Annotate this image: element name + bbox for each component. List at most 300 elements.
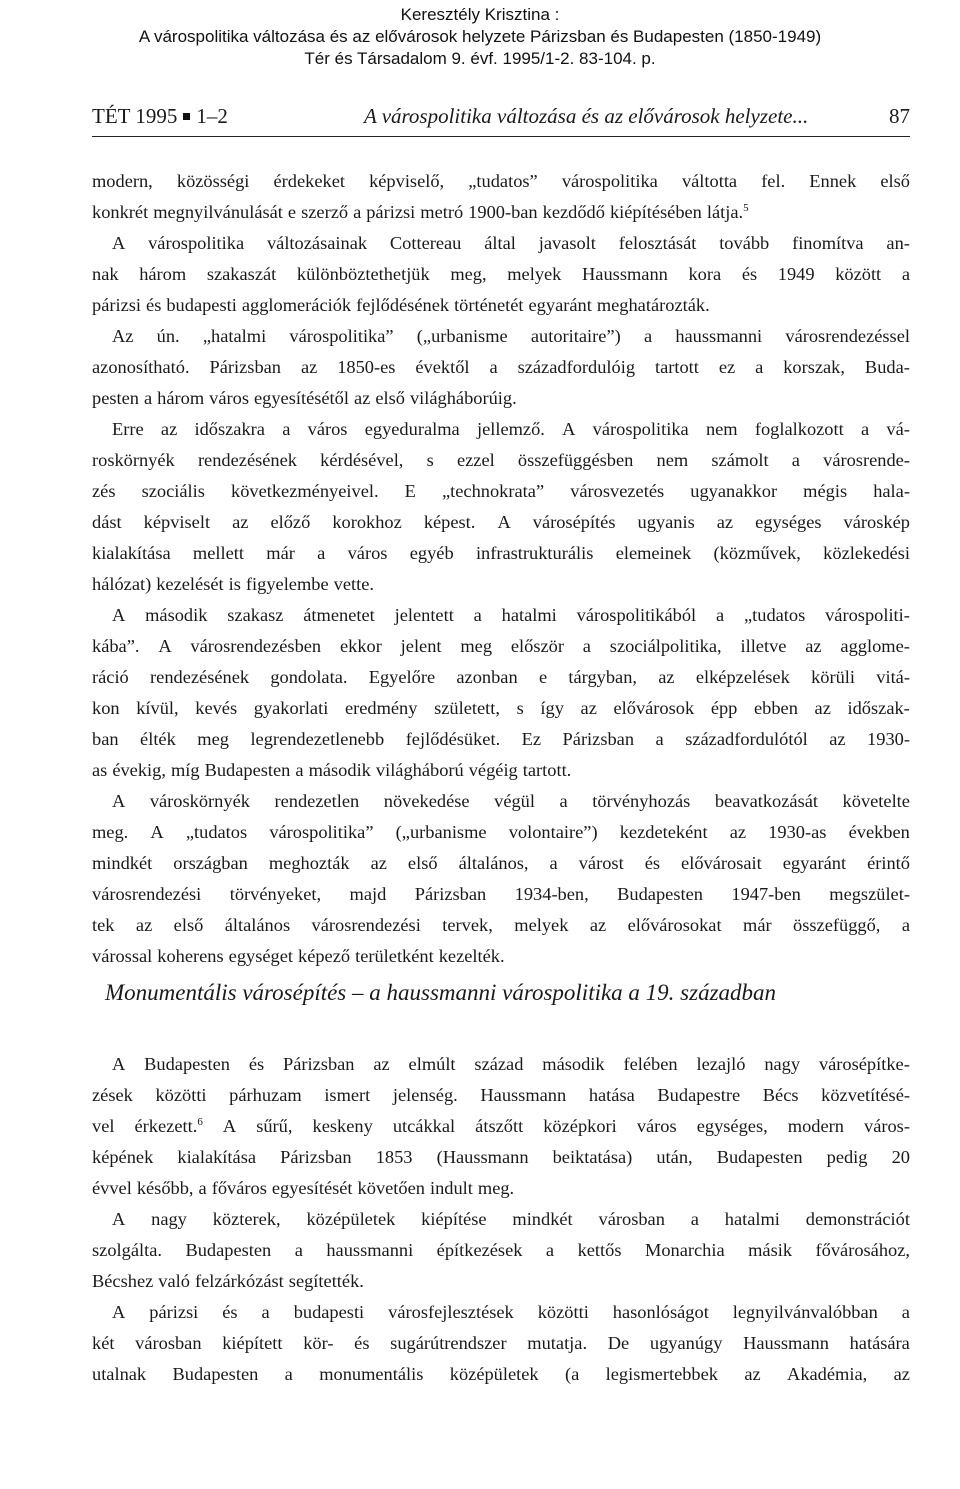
word: már [266, 543, 295, 563]
journal-label: TÉT 1995 [92, 104, 178, 128]
word: A [112, 1209, 126, 1229]
word: ekkor [339, 636, 382, 656]
word: városrendezési [92, 884, 202, 904]
word: azonosítható. [92, 357, 190, 377]
text-line [92, 290, 910, 321]
word: rendezésének [150, 667, 250, 687]
word: általános [224, 915, 291, 935]
word: gyakorlati [253, 698, 329, 718]
word: az [353, 388, 371, 408]
word: az [814, 698, 831, 718]
word: és [644, 853, 661, 873]
word: A [562, 419, 576, 439]
page-number: 87 [889, 104, 910, 128]
word: egyéb [409, 543, 454, 563]
word: kevés [195, 698, 238, 718]
word: az [373, 1054, 390, 1074]
word: városrendezési [311, 915, 421, 935]
word: évektől [415, 357, 470, 377]
word: az [370, 853, 387, 873]
word: ebben [754, 698, 798, 718]
word: követelte [842, 791, 910, 811]
word: korokhoz [332, 512, 402, 532]
word: a [294, 1240, 303, 1260]
word: sűrű, [256, 1116, 293, 1136]
word: hatalmi [724, 1209, 780, 1229]
word: mégis [803, 481, 848, 501]
word: képviselő, [369, 171, 445, 191]
word: kora [688, 264, 722, 284]
word: átmenetet [303, 605, 375, 625]
text-line [92, 1266, 910, 1297]
word: lezajló [696, 1054, 746, 1074]
word: a [715, 605, 725, 625]
word: segítették. [288, 1271, 364, 1291]
text-line [92, 445, 910, 476]
word: míg [170, 760, 200, 780]
citation-title: A várospolitika változása és az elővárosok helyzete Párizsban és Budapesten (1850-1949) [138, 27, 822, 46]
word: fővárosához, [815, 1240, 910, 1260]
word: ismert [324, 1085, 371, 1105]
word: e [287, 202, 297, 222]
word: Buda- [864, 357, 910, 377]
word: megnyilvánulását [153, 202, 283, 222]
word: kívül, [136, 698, 179, 718]
citation-source: Tér és Társadalom 9. évf. 1995/1-2. 83-104. p. [304, 49, 656, 68]
word: az [160, 419, 178, 439]
word: összefüggésben [517, 450, 634, 470]
text-line [92, 1111, 910, 1142]
word: az [658, 667, 675, 687]
citation-author: Keresztély Krisztina : [400, 5, 560, 24]
word: kezdeteként [619, 822, 708, 842]
word: a [353, 202, 362, 222]
word: képest. [423, 512, 476, 532]
word: második [308, 760, 371, 780]
word: sugárútrendszer [390, 1333, 507, 1353]
word: középületek [449, 1364, 539, 1384]
word: Cottereau [389, 233, 462, 253]
text-line [92, 724, 910, 755]
word: gondolata. [270, 667, 348, 687]
word: századfordulóig [517, 357, 636, 377]
word: Egyelőre [368, 667, 436, 687]
word: előző [270, 512, 311, 532]
word: hálózat) [92, 574, 152, 594]
word: párizsi [92, 295, 142, 315]
word: majd [349, 884, 387, 904]
word: ugyanakkor [690, 481, 778, 501]
text-line [92, 414, 910, 445]
word: városépítés [532, 512, 616, 532]
word: is [228, 574, 241, 594]
word: A [158, 636, 172, 656]
word: fejlődésének [356, 295, 450, 315]
word: század [474, 1054, 524, 1074]
word: a [295, 760, 304, 780]
word: jelenség. [392, 1085, 458, 1105]
word: A [150, 822, 164, 842]
word: első [407, 853, 438, 873]
text-line [92, 1235, 910, 1266]
word: Haussmann [582, 264, 668, 284]
word: kon [92, 698, 120, 718]
word: az [805, 636, 822, 656]
word: a [559, 791, 568, 811]
word: kiépítésében [609, 202, 702, 222]
word: nagy [151, 1209, 187, 1229]
text-line [92, 879, 910, 910]
word: zések [92, 1085, 133, 1105]
word: az [744, 1364, 761, 1384]
word: a [901, 915, 910, 935]
word: utalnak [92, 1364, 147, 1384]
word: s [516, 698, 524, 718]
word: növekedése [383, 791, 470, 811]
word: a [473, 605, 482, 625]
word: modern, [92, 171, 153, 191]
word: figyelembe [245, 574, 329, 594]
word: egyeduralma [364, 419, 460, 439]
word: szolgálta. [92, 1240, 162, 1260]
word: meg. [477, 1178, 515, 1198]
word: kialakítása [177, 1147, 257, 1167]
word: élték [140, 729, 176, 749]
word: Budapesten [172, 1364, 259, 1384]
word: hala- [873, 481, 910, 501]
word: („urbanisme [395, 822, 487, 842]
word: beavatkozását [714, 791, 818, 811]
word: világháborúig. [409, 388, 517, 408]
word: 1850-es [337, 357, 396, 377]
word: közterek, [212, 1209, 281, 1229]
word: által [484, 233, 516, 253]
word: A [112, 791, 126, 811]
word: törvényeket, [229, 884, 322, 904]
word: Párizsban [209, 357, 281, 377]
word: történetét [454, 295, 524, 315]
word: agglome- [840, 636, 910, 656]
text-line [92, 321, 910, 352]
word: az [232, 512, 249, 532]
word: agglomerációk [241, 295, 352, 315]
word: rendezésének [197, 450, 297, 470]
word: (közművek, [713, 543, 801, 563]
word: másik [748, 1240, 793, 1260]
word: városban [135, 1333, 202, 1353]
word: törvényhozás [592, 791, 691, 811]
word: így [540, 698, 564, 718]
word: s [426, 450, 434, 470]
word: azonban [456, 667, 518, 687]
word: roskörnyék [92, 450, 175, 470]
word: három [157, 388, 205, 408]
word: elővárosait [681, 853, 762, 873]
text-line [92, 1204, 910, 1235]
word: javasolt [538, 233, 596, 253]
word: Monarchia [644, 1240, 725, 1260]
word: haussmanni [326, 1240, 414, 1260]
word: körüli [811, 667, 855, 687]
running-head [92, 104, 910, 137]
word: 1947-ben [731, 884, 801, 904]
word: és [248, 1054, 265, 1074]
word: és [354, 1333, 370, 1353]
word: a [282, 419, 291, 439]
word: az [893, 1364, 910, 1384]
word: az [300, 357, 318, 377]
word: hasonlóságot [612, 1302, 709, 1322]
word: kör- [303, 1333, 334, 1353]
word: a [549, 853, 558, 873]
word: indult [429, 1178, 473, 1198]
word: érdekeket [273, 171, 345, 191]
word: általános, [458, 853, 529, 873]
issue-label: 1–2 [196, 104, 228, 128]
word: zés [92, 481, 116, 501]
word: második [145, 605, 208, 625]
word: az [716, 512, 734, 532]
word: város [307, 419, 348, 439]
text-line [92, 755, 910, 786]
word: párizsi [366, 202, 416, 222]
footnote-marker: 5 [743, 201, 749, 214]
word: 1949 [777, 264, 815, 284]
word: tartott. [522, 760, 572, 780]
word: legnyilvánvalóbban [732, 1302, 878, 1322]
word: való [158, 1271, 190, 1291]
body-text-section-1 [92, 166, 910, 972]
word: különböztethetjük [296, 264, 430, 284]
word: volontaire”) [508, 822, 598, 842]
word: egyesítésétől [253, 388, 349, 408]
word: született, [434, 698, 500, 718]
word: 1853 [375, 1147, 413, 1167]
word: első [375, 388, 405, 408]
text-line [92, 817, 910, 848]
word: melyek [507, 264, 562, 284]
word: után, [656, 1147, 693, 1167]
word: képének [92, 1147, 154, 1167]
word: Párizsban [280, 1147, 352, 1167]
word: 1930-as [768, 822, 827, 842]
footnote-marker: 6 [197, 1115, 203, 1128]
word: pedig [826, 1147, 868, 1167]
word: először [510, 636, 564, 656]
word: A [112, 233, 126, 253]
word: időszakra [194, 419, 265, 439]
word: városfejlesztések [388, 1302, 514, 1322]
word: elővárosokat [627, 915, 722, 935]
word: végéig [468, 760, 518, 780]
word: középületek [306, 1209, 396, 1229]
word: dást [92, 512, 122, 532]
word: budapesti [293, 1302, 365, 1322]
word: mindkét [92, 853, 153, 873]
word: a [901, 264, 910, 284]
text-line [92, 1142, 910, 1173]
text-line [92, 166, 910, 197]
word: az [580, 698, 597, 718]
word: kiépítése [421, 1209, 487, 1229]
word: a [655, 729, 664, 749]
word: képviselt [143, 512, 211, 532]
word: és [741, 264, 758, 284]
word: változásainak [266, 233, 368, 253]
word: felzárkózást [194, 1271, 284, 1291]
bullet-icon [183, 113, 190, 120]
word: városkép [843, 512, 910, 532]
word: elképzelések [695, 667, 790, 687]
word: Haussmann [743, 1333, 829, 1353]
word: felosztását [618, 233, 697, 253]
word: kettős [577, 1240, 622, 1260]
word: az [589, 915, 607, 935]
word: pesten [92, 388, 139, 408]
word: legrendezetlenebb [250, 729, 385, 749]
word: rendezetlen [274, 791, 360, 811]
word: kába”. [92, 636, 140, 656]
word: látja.$^5$ [706, 201, 749, 222]
word: „tudatos [743, 605, 806, 625]
word: várossal [92, 946, 153, 966]
word: a [791, 450, 800, 470]
text-line [92, 476, 910, 507]
word: eredmény [344, 698, 418, 718]
word: városban [598, 1209, 665, 1229]
word: és [146, 295, 162, 315]
text-line [92, 538, 910, 569]
word: Ennek [809, 171, 857, 191]
word: kezdődő [542, 202, 605, 222]
word: (Haussmann [436, 1147, 529, 1167]
citation-header [0, 4, 960, 70]
word: legismertebbek [605, 1364, 718, 1384]
section-heading: Monumentális városépítés – a haussmanni várospolitika a 19. században [105, 980, 777, 1005]
text-line [92, 848, 910, 879]
text-line [92, 1173, 910, 1204]
word: mellett [192, 543, 244, 563]
word: finomítva [792, 233, 864, 253]
word: várospolitika [592, 419, 689, 439]
text-line [92, 259, 910, 290]
word: területként [355, 946, 434, 966]
text-line [92, 693, 910, 724]
word: haussmanni [675, 326, 763, 346]
word: vel [92, 1116, 115, 1136]
word: érintő [867, 853, 910, 873]
word: jelentett [394, 605, 454, 625]
word: e [538, 667, 548, 687]
word: Budapesten [204, 760, 291, 780]
word: meghozták [268, 853, 350, 873]
word: autoritaire”) [530, 326, 621, 346]
text-line [92, 1049, 910, 1080]
word: konkrét [92, 202, 149, 222]
text-line [92, 600, 910, 631]
text-line [92, 1359, 910, 1390]
word: városrendezéssel [785, 326, 910, 346]
word: egységet [228, 946, 293, 966]
word: Budapesten [617, 884, 703, 904]
word: an- [886, 233, 910, 253]
word: város [636, 1116, 677, 1136]
word: közvetítésé- [821, 1085, 910, 1105]
word: mutatja. [527, 1333, 588, 1353]
word: a [143, 388, 153, 408]
word: második [542, 1054, 605, 1074]
word: utcákkal [392, 1116, 456, 1136]
word: vitá- [876, 667, 910, 687]
word: közötti [537, 1302, 589, 1322]
word: korszak, [783, 357, 845, 377]
word: városrende- [823, 450, 910, 470]
word: demonstrációt [805, 1209, 910, 1229]
word: a [489, 357, 498, 377]
word: hatására [849, 1333, 910, 1353]
word: közötti [155, 1085, 207, 1105]
word: felében [623, 1054, 678, 1074]
word: Budapesten [716, 1147, 803, 1167]
text-line [92, 910, 910, 941]
text-line [92, 662, 910, 693]
word: első [173, 915, 204, 935]
text-line [92, 631, 910, 662]
word: egységes, [696, 1116, 768, 1136]
word: vá- [886, 419, 910, 439]
word: párizsi [149, 1302, 199, 1322]
word: ugyanúgy [649, 1333, 723, 1353]
word: a [317, 543, 326, 563]
word: megszület- [829, 884, 910, 904]
word: ugyanis [637, 512, 695, 532]
word: ez [718, 357, 736, 377]
word: Ez [521, 729, 542, 749]
word: Haussmann [480, 1085, 567, 1105]
word: várost [578, 853, 624, 873]
word: ráció [92, 667, 129, 687]
text-line [92, 941, 910, 972]
running-head-journal [92, 104, 228, 129]
word: városvezetés [570, 481, 665, 501]
word: világháború [375, 760, 464, 780]
word: A [112, 1054, 126, 1074]
word: szociálpolitika, [609, 636, 722, 656]
word: metró [420, 202, 464, 222]
word: jelent [400, 636, 442, 656]
word: meghatározták. [596, 295, 710, 315]
word: két [92, 1333, 115, 1353]
word: századfordulótól [685, 729, 808, 749]
word: egyesítését [271, 1178, 353, 1198]
word: középkori [543, 1116, 617, 1136]
word: a [755, 357, 764, 377]
word: és [222, 1302, 238, 1322]
word: A [112, 605, 126, 625]
word: egységes [755, 512, 822, 532]
word: melyek [514, 915, 569, 935]
word: nak [92, 264, 119, 284]
word: foglalkozott [754, 419, 844, 439]
word: kiépített [222, 1333, 283, 1353]
word: országban [173, 853, 248, 873]
word: a [545, 1240, 555, 1260]
word: meg, [450, 264, 487, 284]
text-line [92, 228, 910, 259]
word: „tudatos [185, 822, 248, 842]
word: érkezett.$^6$ [134, 1115, 203, 1136]
word: kezelését [156, 574, 224, 594]
